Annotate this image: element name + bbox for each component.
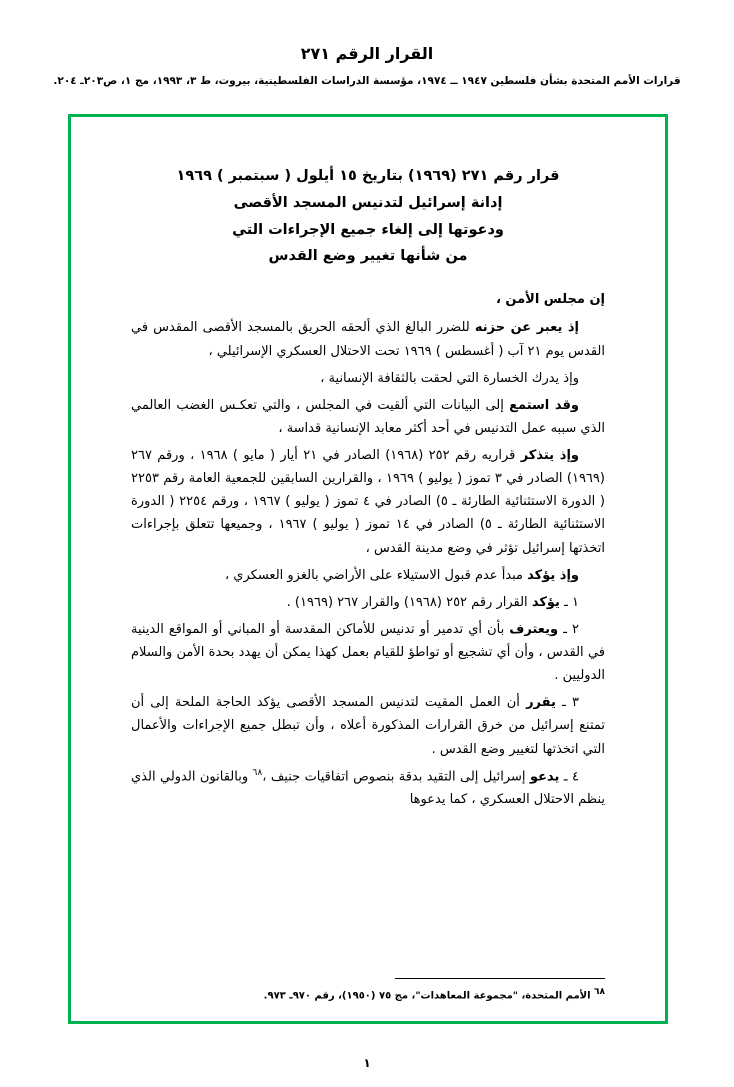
resolution-heading [131, 163, 605, 270]
footnote-area [131, 978, 605, 1003]
resolution-body [131, 288, 605, 811]
footnote-text: الأمم المتحدة، "مجموعة المعاهدات"، مج ٧٥ (١٩٥٠)، رقم ٩٧٠ـ ٩٧٣. [263, 990, 591, 1001]
document-header [0, 0, 734, 88]
footnote-marker-inline: ٦٨ [252, 767, 263, 778]
preamble-lead-4: وإذ يتذكر [520, 448, 579, 463]
preamble-lead-5: وإذ يؤكد [527, 567, 579, 583]
preamble-text-2: وإذ يدرك الخسارة التي لحقت بالثقافة الإنسانية ، [320, 370, 579, 386]
preamble-paragraph-3 [131, 394, 605, 440]
preamble-lead-1: إذ يعبر عن حزنه [474, 320, 579, 336]
item-lead-2: ويعترف [509, 621, 559, 637]
preamble-paragraph-4 [131, 444, 605, 560]
numbered-item-3 [131, 691, 605, 760]
item-number-2: ٢ ـ [563, 621, 579, 637]
footnote-entry [131, 986, 605, 1003]
preamble-paragraph-1 [131, 316, 605, 362]
footnote-divider [395, 978, 605, 979]
page-title: القرار الرقم ٢٧١ [300, 44, 434, 63]
item-lead-4: يدعو [529, 768, 560, 784]
item-number-4: ٤ ـ [563, 768, 579, 784]
numbered-item-2 [131, 618, 605, 687]
item-number-3: ٣ ـ [562, 695, 579, 711]
item-text-4-continuation: وبالقانون الدولي الذي ينظم الاحتلال العسكري ، كما يدعوها [131, 768, 605, 808]
resolution-heading-line-2: إدانة إسرائيل لتدنيس المسجد الأقصى [233, 194, 503, 211]
preamble-paragraph-2 [131, 367, 605, 390]
resolution-heading-line-4: من شأنها تغيير وضع القدس [268, 248, 468, 265]
footnote-marker: ٦٨ [594, 986, 605, 997]
preamble-lead-3: وقد استمع [509, 397, 579, 413]
preamble-text-5: مبدأ عدم قبول الاستيلاء على الأراضي بالغزو العسكري ، [224, 567, 528, 583]
item-text-1: القرار رقم ٢٥٢ (١٩٦٨) والقرار ٢٦٧ (١٩٦٩) . [286, 594, 532, 610]
source-citation: قرارات الأمم المتحدة بشأن فلسطين ١٩٤٧ ــ ١٩٧٤، مؤسسة الدراسات الفلسطينية، بيروت، ط ٣، ١٩٩٣، مج ١، ص٢٠٣ـ ٢٠٤. [53, 74, 681, 87]
frame-content [71, 117, 665, 1021]
item-text-2: بأن أي تدمير أو تدنيس للأماكن المقدسة أو المباني أو المواقع الدينية في القدس ، وأن أي تشجيع أو تواطؤ للقيام بعمل كهذا يمكن أن يهدد بحدة الأمن والسلام الدوليين . [131, 621, 605, 684]
item-lead-3: يقرر [526, 695, 556, 711]
page-number: ١ [363, 1056, 371, 1070]
item-number-1: ١ ـ [564, 594, 579, 610]
preamble-text-4: قراريه رقم ٢٥٢ (١٩٦٨) الصادر في ٢١ أيار ( مايو ) ١٩٦٨ ، ورقم ٢٦٧ (١٩٦٩) الصادر في ٣ تموز ( يوليو ) ١٩٦٩ ، والقرارين السابقين للجمعية العامة رقم ٢٢٥٣ ( الدورة الاستثنائية الطارئة ـ ٥) الصادر في ٤ تموز ( يوليو ) ١٩٦٧ ، ورقم ٢٢٥٤ ( الدورة الاستثنائية الطارئة ـ ٥) الصادر في ١٤ تموز ( يوليو ) ١٩٦٧ ، وجميعها تتعلق بإجراءات اتخذتها إسرائيل تؤثر في وضع مدينة القدس ، [131, 448, 605, 556]
resolution-heading-line-3: ودعوتها إلى إلغاء جميع الإجراءات التي [232, 221, 504, 238]
green-border-frame [68, 114, 668, 1024]
item-text-3: أن العمل المقيت لتدنيس المسجد الأقصى يؤكد الحاجة الملحة إلى أن تمتنع إسرائيل من خرق القرارات المذكورة أعلاه ، وأن تبطل جميع الإجراءات والأعمال التي اتخذتها لتغيير وضع القدس . [131, 695, 605, 757]
numbered-item-4 [131, 765, 605, 812]
resolution-heading-line-1: قرار رقم ٢٧١ (١٩٦٩) بتاريخ ١٥ أيلول ( سبتمبر ) ١٩٦٩ [176, 168, 560, 184]
item-lead-1: يؤكد [531, 594, 560, 610]
preamble-paragraph-5 [131, 564, 605, 587]
opening-clause: إن مجلس الأمن ، [495, 292, 605, 308]
preamble-text-1: للضرر البالغ الذي ألحقه الحريق بالمسجد الأقصى المقدس في القدس يوم ٢١ آب ( أغسطس ) ١٩٦٩ تحت الاحتلال العسكري الإسرائيلي ، [131, 320, 605, 359]
item-text-4: إسرائيل إلى التقيد بدقة بنصوص اتفاقيات جنيف ، [262, 768, 530, 784]
numbered-item-1 [131, 591, 605, 614]
preamble-text-3: إلى البيانات التي ألقيت في المجلس ، والتي تعكـس الغضب العالمي الذي سببه عمل التدنيس في أحد أكثر معابد الإنسانية قداسة ، [131, 397, 605, 436]
